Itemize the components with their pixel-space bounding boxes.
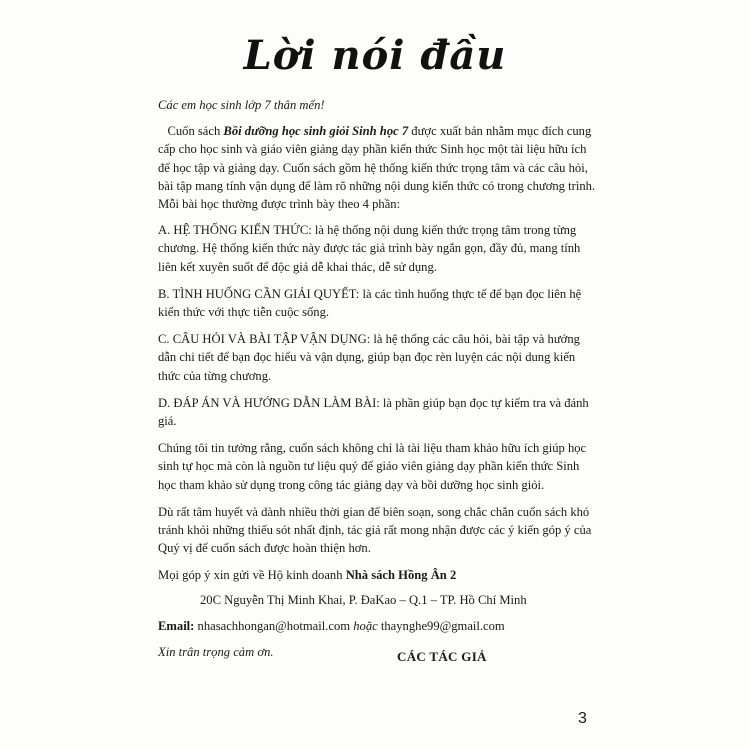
email-or: hoặc <box>353 618 378 633</box>
email-primary: nhasachhongan@hotmail.com <box>194 618 354 633</box>
page-title: Lời nói đầu <box>243 32 507 79</box>
greeting: Các em học sinh lớp 7 thân mến! <box>158 98 325 112</box>
address: 20C Nguyễn Thị Minh Khai, P. ĐaKao – Q.1 – TP. Hồ Chí Minh <box>200 592 527 607</box>
trust-paragraph: Chúng tôi tin tưởng rằng, cuốn sách không chỉ là tài liệu tham khảo hữu ích giúp học sinh tự học mà còn là nguồn tư liệu quý để giáo viên giảng dạy phần kiến thức Sinh học tham khảo sử dụng trong công tác giảng dạy và bồi dưỡng học sinh giỏi. <box>158 441 587 492</box>
business-name: Nhà sách Hồng Ân 2 <box>345 568 457 583</box>
section-a: A. HỆ THỐNG KIẾN THỨC: là hệ thống nội dung kiến thức trọng tâm trong từng chương. Hệ thống kiến thức này được tác giả trình bày ngắn gọn, đầy đủ, mang tính liên kết xuyên suốt để độc giả dễ khai thác, dễ sử dụng. <box>158 223 581 274</box>
intro-rest: được xuất bản nhằm mục đích cung cấp cho học sinh và giáo viên giảng dạy phần kiến thức Sinh học một tài liệu hữu ích để học tập và giảng dạy. Cuốn sách gồm hệ thống kiến thức trọng tâm và các câu hỏi, bài tập mang tính vận dụng để làm rõ những nội dung kiến thức có trong chương trình. Mỗi bài học thường được trình bày theo 4 phần: <box>158 124 596 212</box>
section-b: B. TÌNH HUỐNG CẦN GIẢI QUYẾT: là các tình huống thực tế để bạn đọc liên hệ kiến thức với thực tiễn cuộc sống. <box>158 286 582 320</box>
page-number: 3 <box>578 710 587 727</box>
email-secondary: thaynghe99@gmail.com <box>377 618 505 633</box>
section-d: D. ĐÁP ÁN VÀ HƯỚNG DẪN LÀM BÀI: là phần giúp bạn đọc tự kiểm tra và đánh giá. <box>158 395 589 429</box>
preface-body <box>158 96 596 661</box>
section-c: C. CÂU HỎI VÀ BÀI TẬP VẬN DỤNG: là hệ thống các câu hỏi, bài tập và hướng dẫn chi tiết để bạn đọc hiểu và vận dụng, giúp bạn đọc rèn luyện các nội dung kiến thức của từng chương. <box>158 332 580 383</box>
intro-prefix: Cuốn sách <box>167 124 224 139</box>
email-label: Email: <box>158 618 195 633</box>
signature: CÁC TÁC GIẢ <box>397 649 487 664</box>
intro-paragraph <box>158 122 596 213</box>
contact-line <box>158 566 596 584</box>
thanks-line: Xin trân trọng cảm ơn. <box>158 645 274 660</box>
email-line <box>158 617 596 635</box>
book-title: Bồi dưỡng học sinh giỏi Sinh học 7 <box>223 124 409 139</box>
contact-prefix: Mọi góp ý xin gửi về Hộ kinh doanh <box>158 568 346 583</box>
effort-paragraph: Dù rất tâm huyết và dành nhiều thời gian để biên soạn, song chắc chắn cuốn sách khó tránh khỏi những thiếu sót nhất định, tác giả rất mong nhận được các ý kiến góp ý của Quý vị để cuốn sách được hoàn thiện hơn. <box>158 504 592 556</box>
